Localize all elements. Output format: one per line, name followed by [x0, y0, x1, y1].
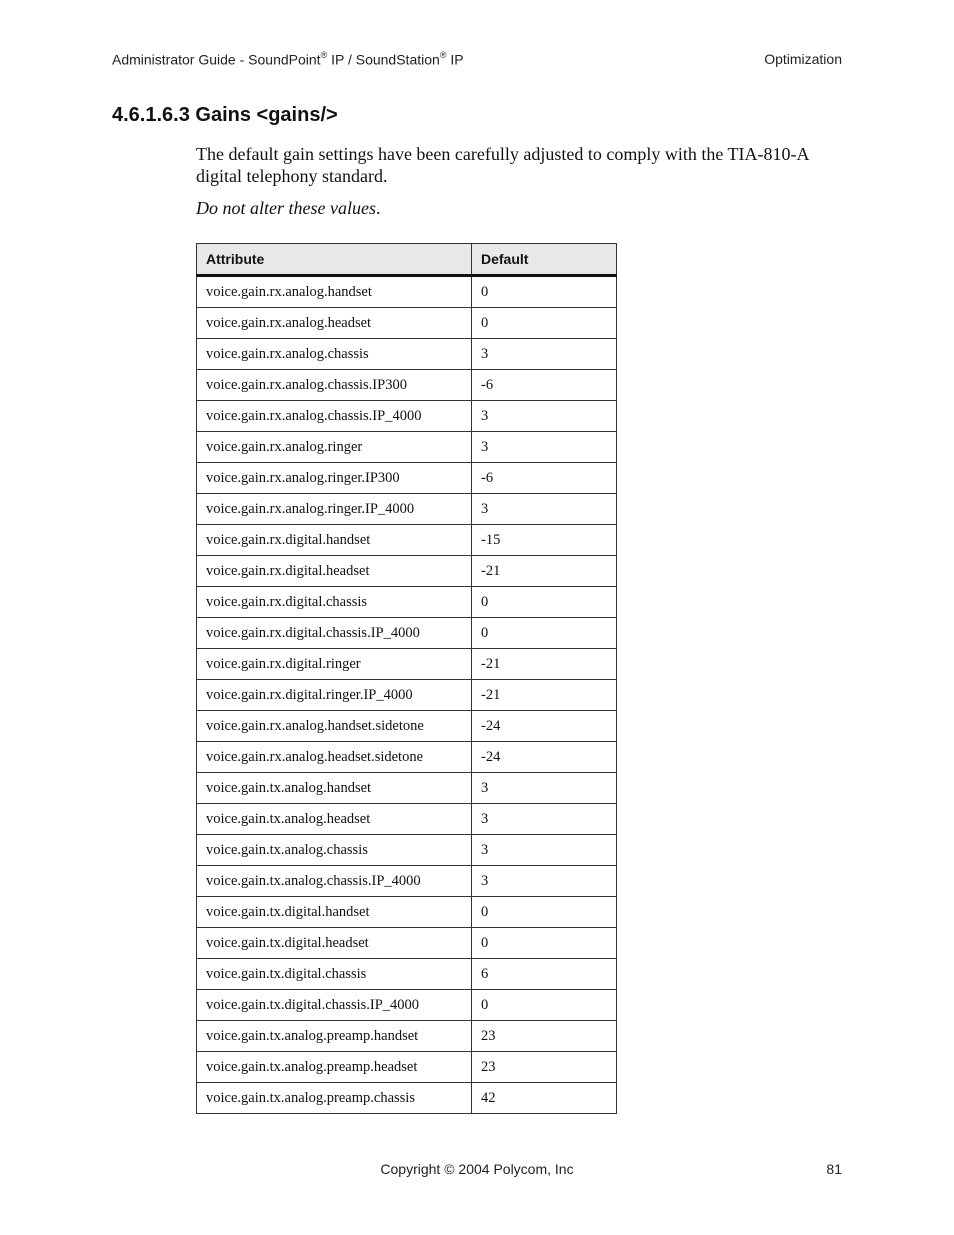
- footer-copyright: Copyright © 2004 Polycom, Inc: [380, 1161, 574, 1177]
- gains-table: [196, 243, 617, 1114]
- attribute-cell: voice.gain.tx.digital.chassis.IP_4000: [197, 990, 472, 1021]
- attribute-cell: voice.gain.rx.digital.headset: [197, 556, 472, 587]
- table-row: [197, 276, 617, 308]
- table-body: [197, 276, 617, 1114]
- default-value-cell: -24: [472, 742, 617, 773]
- default-value-cell: -6: [472, 370, 617, 401]
- table-row: [197, 370, 617, 401]
- default-value-cell: 3: [472, 339, 617, 370]
- table-row: [197, 866, 617, 897]
- default-value-cell: 3: [472, 835, 617, 866]
- table-row: [197, 401, 617, 432]
- attribute-cell: voice.gain.rx.digital.handset: [197, 525, 472, 556]
- table-row: [197, 618, 617, 649]
- table-row: [197, 897, 617, 928]
- table-row: [197, 959, 617, 990]
- table-row: [197, 556, 617, 587]
- default-value-cell: 42: [472, 1083, 617, 1114]
- table-row: [197, 1083, 617, 1114]
- table-row: [197, 773, 617, 804]
- attribute-cell: voice.gain.tx.analog.chassis: [197, 835, 472, 866]
- attribute-cell: voice.gain.tx.analog.preamp.headset: [197, 1052, 472, 1083]
- default-value-cell: 3: [472, 432, 617, 463]
- table-row: [197, 587, 617, 618]
- attribute-cell: voice.gain.tx.analog.headset: [197, 804, 472, 835]
- table-row: [197, 463, 617, 494]
- warning-note: [196, 198, 380, 219]
- default-value-cell: 3: [472, 773, 617, 804]
- running-header-section: Optimization: [764, 51, 842, 67]
- default-value-cell: 0: [472, 618, 617, 649]
- header-doc-part1: Administrator Guide - SoundPoint: [112, 51, 321, 68]
- attribute-cell: voice.gain.tx.analog.chassis.IP_4000: [197, 866, 472, 897]
- default-value-cell: 6: [472, 959, 617, 990]
- attribute-cell: voice.gain.rx.analog.chassis.IP300: [197, 370, 472, 401]
- attribute-cell: voice.gain.rx.digital.chassis.IP_4000: [197, 618, 472, 649]
- table-row: [197, 1052, 617, 1083]
- default-value-cell: 0: [472, 990, 617, 1021]
- header-doc-part2: IP / SoundStation: [327, 51, 440, 68]
- attribute-cell: voice.gain.tx.analog.handset: [197, 773, 472, 804]
- table-row: [197, 1021, 617, 1052]
- table-row: [197, 525, 617, 556]
- table-row: [197, 742, 617, 773]
- default-value-cell: 0: [472, 587, 617, 618]
- default-value-cell: -24: [472, 711, 617, 742]
- attribute-cell: voice.gain.tx.digital.handset: [197, 897, 472, 928]
- default-value-cell: 3: [472, 804, 617, 835]
- warning-note-text: Do not alter these values: [196, 198, 376, 218]
- default-value-cell: -6: [472, 463, 617, 494]
- attribute-cell: voice.gain.rx.analog.ringer: [197, 432, 472, 463]
- registered-mark: ®: [439, 50, 447, 60]
- running-header-title: [112, 51, 464, 68]
- default-value-cell: 23: [472, 1052, 617, 1083]
- attribute-cell: voice.gain.rx.analog.chassis.IP_4000: [197, 401, 472, 432]
- intro-paragraph: The default gain settings have been carefully adjusted to comply with the TIA-810-A digital telephony standard.: [196, 144, 809, 186]
- table-row: [197, 680, 617, 711]
- default-value-cell: 3: [472, 494, 617, 525]
- default-value-cell: 0: [472, 928, 617, 959]
- page-number: 81: [826, 1161, 842, 1177]
- default-value-cell: 0: [472, 308, 617, 339]
- default-value-cell: 23: [472, 1021, 617, 1052]
- table-row: [197, 308, 617, 339]
- attribute-cell: voice.gain.tx.digital.headset: [197, 928, 472, 959]
- attribute-cell: voice.gain.rx.analog.handset.sidetone: [197, 711, 472, 742]
- attribute-cell: voice.gain.rx.analog.headset.sidetone: [197, 742, 472, 773]
- attribute-cell: voice.gain.rx.analog.handset: [197, 276, 472, 308]
- attribute-cell: voice.gain.tx.analog.preamp.handset: [197, 1021, 472, 1052]
- table-row: [197, 835, 617, 866]
- table-row: [197, 494, 617, 525]
- default-value-cell: 3: [472, 401, 617, 432]
- table-row: [197, 711, 617, 742]
- default-value-cell: 0: [472, 897, 617, 928]
- table-row: [197, 990, 617, 1021]
- attribute-cell: voice.gain.rx.analog.ringer.IP300: [197, 463, 472, 494]
- column-header-default: Default: [472, 244, 617, 276]
- attribute-cell: voice.gain.tx.digital.chassis: [197, 959, 472, 990]
- attribute-cell: voice.gain.rx.analog.chassis: [197, 339, 472, 370]
- default-value-cell: -15: [472, 525, 617, 556]
- attribute-cell: voice.gain.rx.digital.ringer.IP_4000: [197, 680, 472, 711]
- default-value-cell: 3: [472, 866, 617, 897]
- attribute-cell: voice.gain.rx.digital.ringer: [197, 649, 472, 680]
- table-row: [197, 649, 617, 680]
- default-value-cell: -21: [472, 556, 617, 587]
- table-header-row: [197, 244, 617, 276]
- section-title: 4.6.1.6.3 Gains <gains/>: [112, 104, 338, 126]
- table-row: [197, 339, 617, 370]
- header-doc-part3: IP: [446, 51, 464, 68]
- attribute-cell: voice.gain.tx.analog.preamp.chassis: [197, 1083, 472, 1114]
- attribute-cell: voice.gain.rx.digital.chassis: [197, 587, 472, 618]
- table-row: [197, 804, 617, 835]
- warning-note-period: .: [375, 198, 381, 218]
- table-row: [197, 432, 617, 463]
- attribute-cell: voice.gain.rx.analog.ringer.IP_4000: [197, 494, 472, 525]
- default-value-cell: 0: [472, 276, 617, 308]
- table-row: [197, 928, 617, 959]
- attribute-cell: voice.gain.rx.analog.headset: [197, 308, 472, 339]
- default-value-cell: -21: [472, 680, 617, 711]
- default-value-cell: -21: [472, 649, 617, 680]
- registered-mark: ®: [320, 50, 328, 60]
- column-header-attribute: Attribute: [197, 244, 472, 276]
